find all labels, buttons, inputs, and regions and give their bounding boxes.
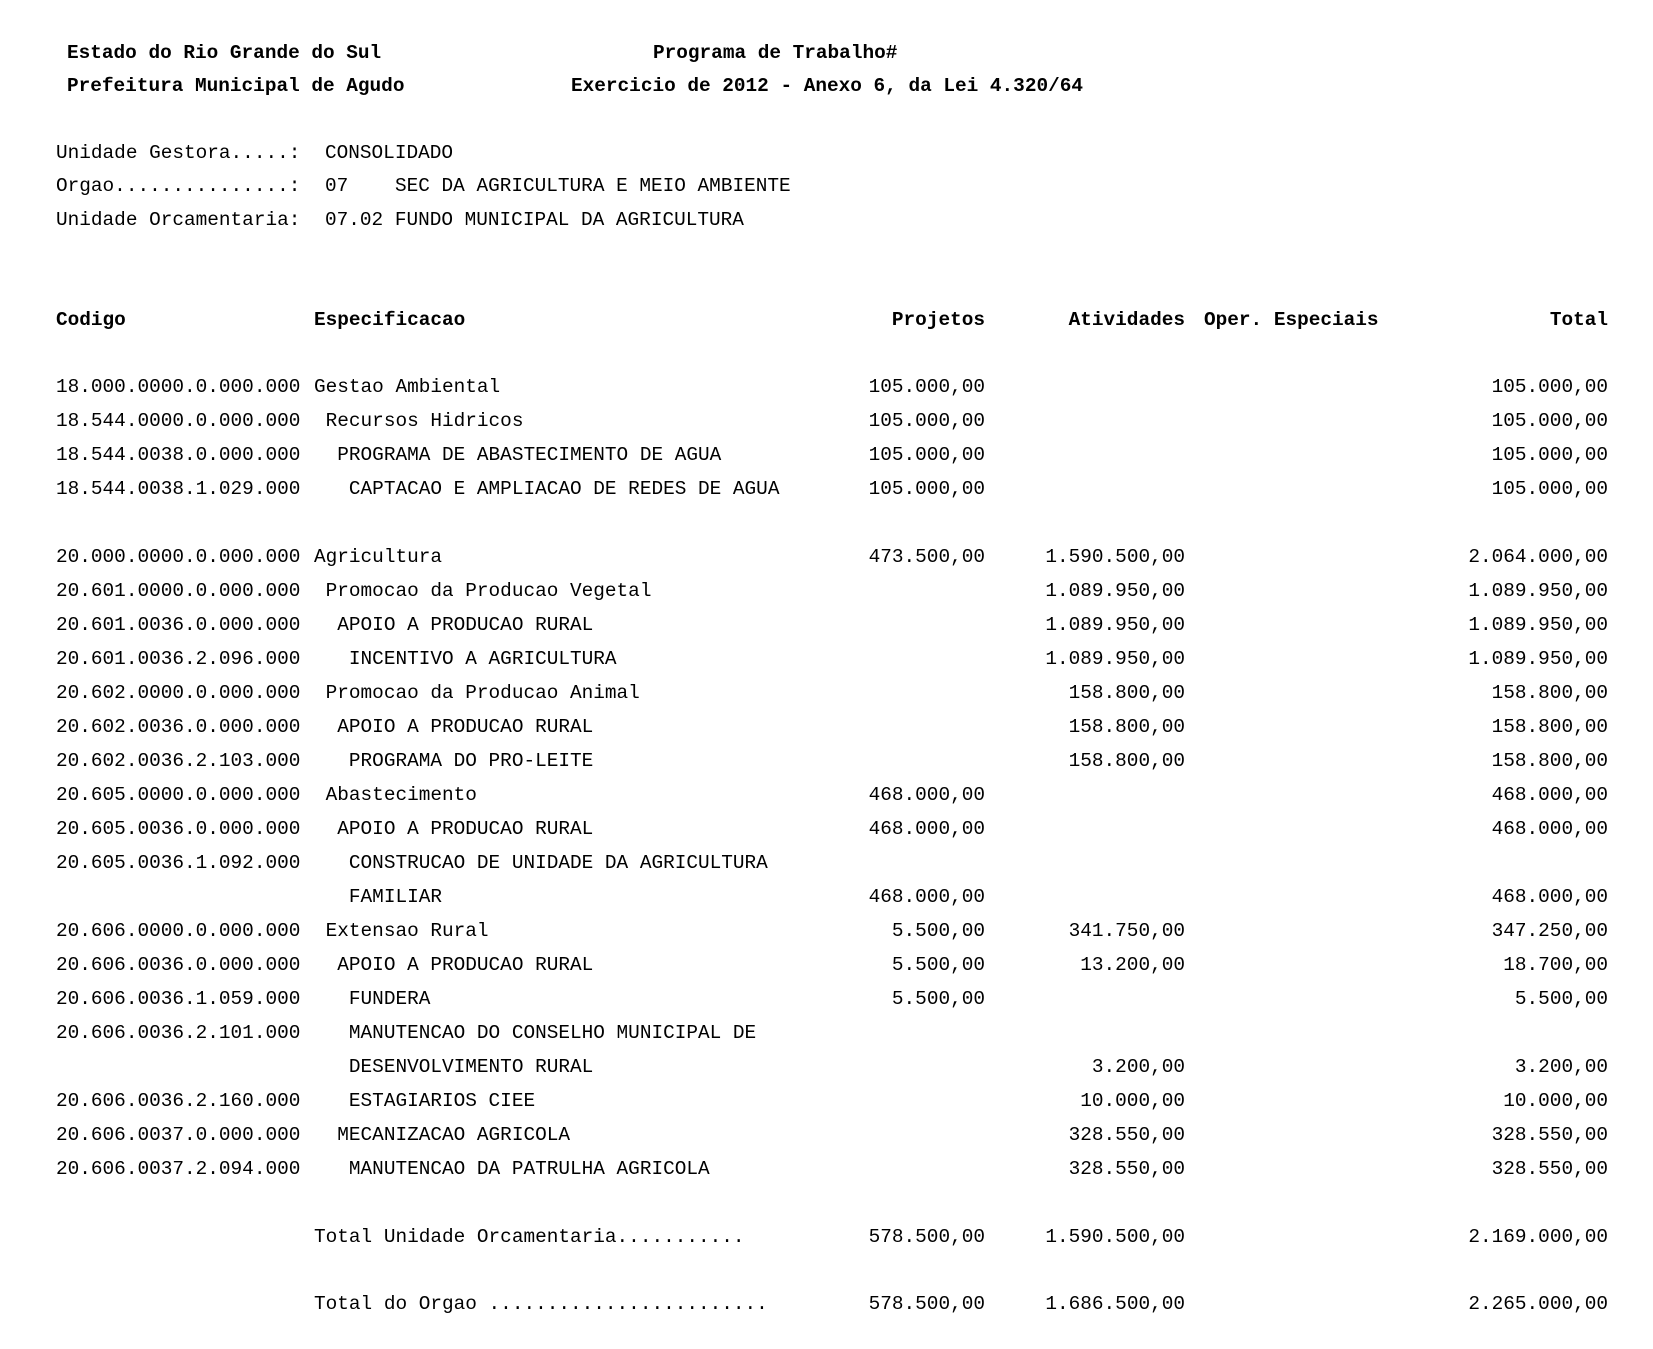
- row-codigo: 20.605.0036.0.000.000: [56, 818, 301, 840]
- report-subtitle: Exercicio de 2012 - Anexo 6, da Lei 4.320/64: [571, 75, 1083, 97]
- row-projetos: 468.000,00: [868, 784, 985, 806]
- row-atividades: 13.200,00: [1080, 954, 1185, 976]
- row-total: 158.800,00: [1491, 750, 1608, 772]
- row-total: 158.800,00: [1491, 682, 1608, 704]
- row-atividades: 10.000,00: [1080, 1090, 1185, 1112]
- row-especificacao: CONSTRUCAO DE UNIDADE DA AGRICULTURA: [314, 852, 768, 874]
- row-atividades: 158.800,00: [1068, 716, 1185, 738]
- state-name: Estado do Rio Grande do Sul: [67, 42, 382, 64]
- table-row: [0, 919, 1653, 953]
- row-codigo: 20.606.0036.1.059.000: [56, 988, 301, 1010]
- table-row: [0, 545, 1653, 579]
- table-row: [0, 647, 1653, 681]
- orgao-value: SEC DA AGRICULTURA E MEIO AMBIENTE: [395, 175, 791, 197]
- table-row: [0, 1055, 1653, 1089]
- table-row: [0, 1157, 1653, 1191]
- row-total: 5.500,00: [1514, 988, 1608, 1010]
- table-row: [0, 749, 1653, 783]
- row-total: 2.064.000,00: [1468, 546, 1608, 568]
- unidade-orcamentaria-value: 07.02 FUNDO MUNICIPAL DA AGRICULTURA: [325, 209, 744, 231]
- table-row: [0, 817, 1653, 851]
- row-especificacao: Agricultura: [314, 546, 442, 568]
- row-especificacao: MANUTENCAO DA PATRULHA AGRICOLA: [314, 1158, 710, 1180]
- total-projetos: 578.500,00: [868, 1293, 985, 1315]
- row-codigo: 20.602.0000.0.000.000: [56, 682, 301, 704]
- column-header-especificacao: Especificacao: [314, 309, 466, 331]
- table-row: [0, 987, 1653, 1021]
- row-total: 328.550,00: [1491, 1158, 1608, 1180]
- row-total: 10.000,00: [1503, 1090, 1608, 1112]
- row-atividades: 1.590.500,00: [1045, 546, 1185, 568]
- row-codigo: 20.606.0036.2.160.000: [56, 1090, 301, 1112]
- row-especificacao: Promocao da Producao Animal: [314, 682, 640, 704]
- table-row: [0, 477, 1653, 511]
- row-codigo: 20.000.0000.0.000.000: [56, 546, 301, 568]
- row-codigo: 18.000.0000.0.000.000: [56, 376, 301, 398]
- column-header-total: Total: [1549, 309, 1608, 331]
- table-row: [0, 851, 1653, 885]
- table-row: [0, 715, 1653, 749]
- row-atividades: 328.550,00: [1068, 1158, 1185, 1180]
- row-especificacao: Recursos Hidricos: [314, 410, 524, 432]
- table-row: [0, 681, 1653, 715]
- table-row: [0, 579, 1653, 613]
- row-total: 105.000,00: [1491, 410, 1608, 432]
- row-codigo: 20.606.0036.2.101.000: [56, 1022, 301, 1044]
- row-total: 468.000,00: [1491, 818, 1608, 840]
- column-header-codigo: Codigo: [56, 309, 126, 331]
- row-total: 18.700,00: [1503, 954, 1608, 976]
- table-header: [0, 308, 1653, 342]
- row-total: 1.089.950,00: [1468, 648, 1608, 670]
- table-row: [0, 1123, 1653, 1157]
- row-atividades: 3.200,00: [1091, 1056, 1185, 1078]
- row-codigo: 18.544.0000.0.000.000: [56, 410, 301, 432]
- unidade-gestora-label: Unidade Gestora.....:: [56, 142, 301, 164]
- row-total: 3.200,00: [1514, 1056, 1608, 1078]
- row-atividades: 1.089.950,00: [1045, 614, 1185, 636]
- total-projetos: 578.500,00: [868, 1226, 985, 1248]
- row-codigo: 20.601.0036.0.000.000: [56, 614, 301, 636]
- total-atividades: 1.686.500,00: [1045, 1293, 1185, 1315]
- orgao-label: Orgao...............:: [56, 175, 301, 197]
- row-especificacao: ESTAGIARIOS CIEE: [314, 1090, 536, 1112]
- row-codigo: 20.606.0036.0.000.000: [56, 954, 301, 976]
- row-atividades: 1.089.950,00: [1045, 580, 1185, 602]
- row-especificacao: FAMILIAR: [314, 886, 442, 908]
- row-projetos: 105.000,00: [868, 376, 985, 398]
- row-especificacao: PROGRAMA DE ABASTECIMENTO DE AGUA: [314, 444, 722, 466]
- row-projetos: 468.000,00: [868, 818, 985, 840]
- row-especificacao: APOIO A PRODUCAO RURAL: [314, 716, 594, 738]
- total-unidade-orcamentaria-row: [0, 1225, 1653, 1259]
- row-especificacao: Gestao Ambiental: [314, 376, 501, 398]
- table-row: [0, 443, 1653, 477]
- total-label: Total do Orgao ........................: [314, 1293, 768, 1315]
- row-codigo: 20.606.0037.0.000.000: [56, 1124, 301, 1146]
- column-header-oper-especiais: Oper. Especiais: [1204, 309, 1379, 331]
- row-atividades: 158.800,00: [1068, 682, 1185, 704]
- row-especificacao: APOIO A PRODUCAO RURAL: [314, 818, 594, 840]
- row-total: 105.000,00: [1491, 376, 1608, 398]
- row-codigo: 20.606.0000.0.000.000: [56, 920, 301, 942]
- unidade-gestora-value: CONSOLIDADO: [325, 142, 453, 164]
- table-row: [0, 613, 1653, 647]
- row-projetos: 105.000,00: [868, 444, 985, 466]
- table-row: [0, 885, 1653, 919]
- row-especificacao: INCENTIVO A AGRICULTURA: [314, 648, 617, 670]
- row-especificacao: Promocao da Producao Vegetal: [314, 580, 652, 602]
- total-label: Total Unidade Orcamentaria...........: [314, 1226, 745, 1248]
- unidade-orcamentaria-label: Unidade Orcamentaria:: [56, 209, 301, 231]
- row-total: 328.550,00: [1491, 1124, 1608, 1146]
- row-atividades: 158.800,00: [1068, 750, 1185, 772]
- table-row: [0, 409, 1653, 443]
- column-header-projetos: Projetos: [891, 309, 985, 331]
- row-codigo: 18.544.0038.0.000.000: [56, 444, 301, 466]
- row-total: 158.800,00: [1491, 716, 1608, 738]
- orgao-code: 07: [325, 175, 349, 197]
- row-projetos: 5.500,00: [891, 920, 985, 942]
- row-projetos: 105.000,00: [868, 478, 985, 500]
- row-projetos: 473.500,00: [868, 546, 985, 568]
- column-header-atividades: Atividades: [1068, 309, 1185, 331]
- row-total: 105.000,00: [1491, 444, 1608, 466]
- row-atividades: 1.089.950,00: [1045, 648, 1185, 670]
- total-total: 2.169.000,00: [1468, 1226, 1608, 1248]
- row-especificacao: PROGRAMA DO PRO-LEITE: [314, 750, 594, 772]
- municipality-name: Prefeitura Municipal de Agudo: [67, 75, 405, 97]
- row-especificacao: DESENVOLVIMENTO RURAL: [314, 1056, 594, 1078]
- row-especificacao: APOIO A PRODUCAO RURAL: [314, 614, 594, 636]
- row-projetos: 105.000,00: [868, 410, 985, 432]
- row-codigo: 20.606.0037.2.094.000: [56, 1158, 301, 1180]
- row-especificacao: CAPTACAO E AMPLIACAO DE REDES DE AGUA: [314, 478, 780, 500]
- row-atividades: 341.750,00: [1068, 920, 1185, 942]
- row-total: 1.089.950,00: [1468, 580, 1608, 602]
- row-especificacao: FUNDERA: [314, 988, 431, 1010]
- row-projetos: 468.000,00: [868, 886, 985, 908]
- row-codigo: 20.605.0036.1.092.000: [56, 852, 301, 874]
- row-projetos: 5.500,00: [891, 988, 985, 1010]
- row-total: 468.000,00: [1491, 784, 1608, 806]
- table-row: [0, 783, 1653, 817]
- row-total: 468.000,00: [1491, 886, 1608, 908]
- row-projetos: 5.500,00: [891, 954, 985, 976]
- table-row: [0, 953, 1653, 987]
- row-total: 347.250,00: [1491, 920, 1608, 942]
- row-atividades: 328.550,00: [1068, 1124, 1185, 1146]
- row-total: 105.000,00: [1491, 478, 1608, 500]
- row-codigo: 20.602.0036.0.000.000: [56, 716, 301, 738]
- row-especificacao: Abastecimento: [314, 784, 477, 806]
- total-orgao-row: [0, 1292, 1653, 1326]
- row-codigo: 18.544.0038.1.029.000: [56, 478, 301, 500]
- row-codigo: 20.601.0000.0.000.000: [56, 580, 301, 602]
- row-total: 1.089.950,00: [1468, 614, 1608, 636]
- report-title: Programa de Trabalho#: [653, 42, 898, 64]
- row-codigo: 20.605.0000.0.000.000: [56, 784, 301, 806]
- total-atividades: 1.590.500,00: [1045, 1226, 1185, 1248]
- row-especificacao: Extensao Rural: [314, 920, 489, 942]
- row-especificacao: MANUTENCAO DO CONSELHO MUNICIPAL DE: [314, 1022, 757, 1044]
- row-especificacao: MECANIZACAO AGRICOLA: [314, 1124, 570, 1146]
- total-total: 2.265.000,00: [1468, 1293, 1608, 1315]
- table-row: [0, 375, 1653, 409]
- row-codigo: 20.601.0036.2.096.000: [56, 648, 301, 670]
- row-codigo: 20.602.0036.2.103.000: [56, 750, 301, 772]
- table-row: [0, 1021, 1653, 1055]
- row-especificacao: APOIO A PRODUCAO RURAL: [314, 954, 594, 976]
- table-row: [0, 1089, 1653, 1123]
